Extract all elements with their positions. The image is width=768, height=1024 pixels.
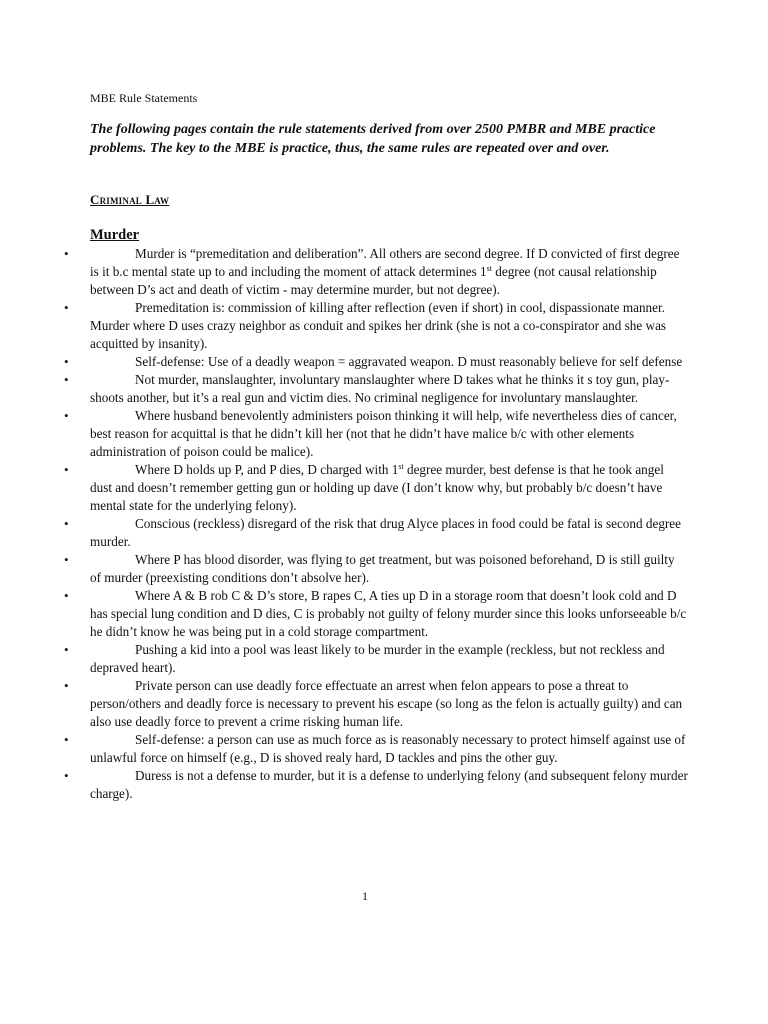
rule-bullet-list [64, 245, 688, 803]
rule-bullet-item [64, 353, 688, 371]
rule-bullet-item [64, 407, 688, 461]
bullet-icon: • [64, 732, 69, 747]
rule-bullet-item [64, 551, 688, 587]
bullet-icon: • [64, 462, 69, 477]
rule-bullet-item [64, 515, 688, 551]
rule-text: Private person can use deadly force effectuate an arrest when felon appears to pose a threat to person/others and deadly force is necessary to prevent his escape (so long as the felon is actually guilty) and can also use deadly force to prevent a crime risking human life. [90, 678, 683, 729]
rule-text: Where A & B rob C & D’s store, B rapes C, A ties up D in a storage room that doesn’t look cold and D has special lung condition and D dies, C is probably not guilty of felony murder since this looks unforseeable b/c he didn’t know he was being put in a cold storage compartment. [90, 588, 687, 639]
rule-text: Self-defense: Use of a deadly weapon = aggravated weapon. D must reasonably believe for self defense [135, 354, 683, 369]
bullet-icon: • [64, 300, 69, 315]
bullet-icon: • [64, 552, 69, 567]
rule-text-continued: degree murder, best defense is that he took angel dust and doesn’t remember getting gun or holding up dave (I don’t know why, but probably b/c doesn’t have mental state for the underlying felony). [90, 462, 664, 513]
rule-bullet-item [64, 299, 688, 353]
rule-bullet-item [64, 677, 688, 731]
rule-text: Pushing a kid into a pool was least likely to be murder in the example (reckless, but not reckless and depraved heart). [90, 642, 665, 675]
bullet-icon: • [64, 588, 69, 603]
page-number: 1 [362, 889, 368, 903]
bullet-icon: • [64, 354, 69, 369]
rule-text: Conscious (reckless) disregard of the risk that drug Alyce places in food could be fatal is second degree murder. [90, 516, 682, 549]
rule-text: Duress is not a defense to murder, but it is a defense to underlying felony (and subsequent felony murder charge). [90, 768, 688, 801]
bullet-icon: • [64, 642, 69, 657]
rule-text: Where D holds up P, and P dies, D charged with 1 [135, 462, 399, 477]
ordinal-superscript: st [486, 264, 492, 273]
rule-text: Murder is “premeditation and deliberation”. All others are second degree. If D convicted of first degree is it b.c mental state up to and including the moment of attack determines 1 [90, 246, 680, 279]
bullet-icon: • [64, 372, 69, 387]
rule-bullet-item [64, 731, 688, 767]
rule-text: Not murder, manslaughter, involuntary manslaughter where D takes what he thinks it s toy gun, play-shoots another, but it’s a real gun and victim dies. No criminal negligence for involuntary manslaughter. [90, 372, 670, 405]
bullet-icon: • [64, 768, 69, 783]
rule-text: Where husband benevolently administers poison thinking it will help, wife nevertheless dies of cancer, best reason for acquittal is that he didn’t kill her (not that he didn’t have malice b/c with other elements administration of poison could be malice). [90, 408, 677, 459]
rule-bullet-item [64, 587, 688, 641]
rule-bullet-item [64, 371, 688, 407]
rule-bullet-item [64, 245, 688, 299]
rule-bullet-item [64, 461, 688, 515]
rule-bullet-item [64, 641, 688, 677]
document-header-label: MBE Rule Statements [90, 91, 198, 105]
bullet-icon: • [64, 678, 69, 693]
bullet-icon: • [64, 408, 69, 423]
sub-heading-murder: Murder [90, 227, 140, 243]
rule-text-continued: degree (not causal relationship between D’s act and death of victim - may determine murder, but not degree). [90, 264, 657, 297]
ordinal-superscript: st [398, 462, 404, 471]
rule-text: Premeditation is: commission of killing after reflection (even if short) in cool, dispassionate manner. Murder where D uses crazy neighbor as conduit and spikes her drink (she is not a co-conspirator and she was acquitted by insanity). [90, 300, 667, 351]
rule-bullet-item [64, 767, 688, 803]
rule-text: Where P has blood disorder, was flying to get treatment, but was poisoned beforehand, D is still guilty of murder (preexisting conditions don’t absolve her). [90, 552, 675, 585]
bullet-icon: • [64, 246, 69, 261]
intro-paragraph: The following pages contain the rule statements derived from over 2500 PMBR and MBE practice problems. The key to the MBE is practice, thus, the same rules are repeated over and over. [90, 122, 656, 156]
bullet-icon: • [64, 516, 69, 531]
rule-text: Self-defense: a person can use as much force as is reasonably necessary to protect himself against use of unlawful force on himself (e.g., D is shoved realy hard, D tackles and pins the other guy. [90, 732, 686, 765]
section-heading-criminal-law: Criminal Law [90, 192, 170, 207]
